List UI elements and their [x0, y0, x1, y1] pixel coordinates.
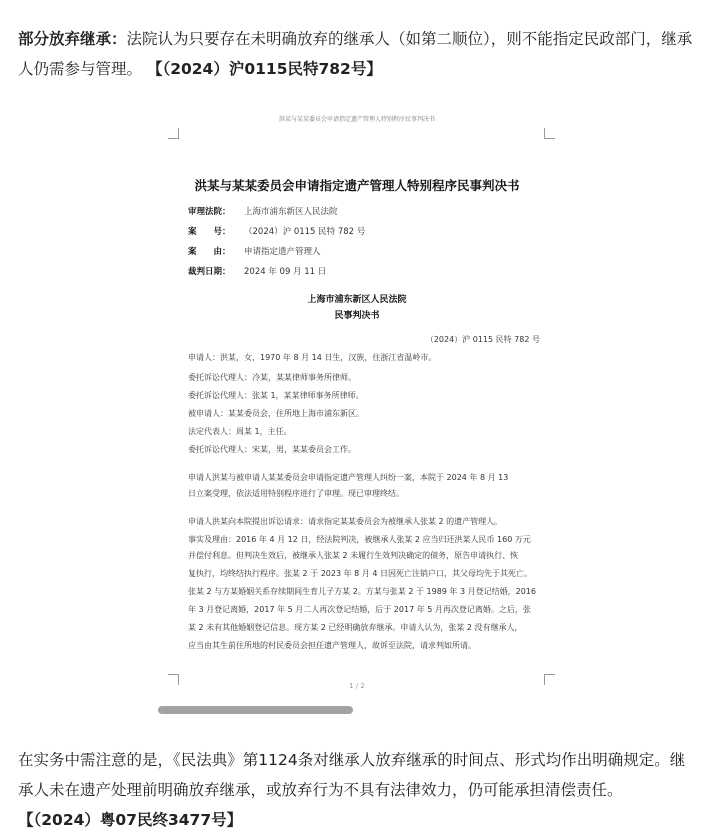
practice-note-text: 在实务中需注意的是，《民法典》第1124条对继承人放弃继承的时间点、形式均作出明确规定。继承人未在遗产处理前明确放弃继承，或放弃行为不具有法律效力，仍可能承担清偿责任。 [18, 751, 686, 799]
body-line: 申请人洪某与被申请人某某委员会申请指定遗产管理人纠纷一案，本院于 2024 年 8 月 13 [188, 473, 509, 482]
running-head: 洪某与某某委员会申请指定遗产管理人特别程序民事判决书 [278, 116, 435, 123]
document-viewer[interactable] [154, 108, 560, 716]
meta-label: 裁判日期： [188, 267, 231, 277]
body-line: 日立案受理，依法适用特别程序进行了审理。现已审理终结。 [188, 489, 404, 498]
meta-row-court [188, 206, 548, 219]
case-reference: 【（2024）粤07民终3477号】 [18, 811, 243, 829]
practice-note-paragraph [18, 745, 700, 835]
body-line: 并偿付利息。但判决生效后，被继承人张某 2 未履行生效判决确定的债务，原告申请执行、恢 [188, 551, 519, 560]
party-line: 委托诉讼代理人：宋某，男，某某委员会工作。 [188, 445, 356, 454]
party-line: 委托诉讼代理人：张某 1，某某律师事务所律师。 [188, 391, 364, 400]
body-line: 应当由其生前住所地的村民委员会担任遗产管理人，故诉至法院，请求判如所请。 [188, 641, 476, 650]
meta-row-date [188, 266, 548, 279]
body-line: 复执行，均终结执行程序。张某 2 于 2023 年 8 月 4 日因死亡注销户口，其父母均先于其死亡。 [188, 569, 532, 578]
body-line: 申请人洪某向本院提出诉讼请求：请求指定某某委员会为被继承人张某 2 的遗产管理人。 [188, 517, 503, 526]
horizontal-scrollbar[interactable] [158, 706, 353, 714]
body-line: 事实及理由：2016 年 4 月 12 日，经法院判决，被继承人张某 2 应当归还洪某人民币 160 万元 [188, 535, 531, 544]
meta-value: （2024）沪 0115 民特 782 号 [244, 227, 366, 237]
meta-value: 2024 年 09 月 11 日 [244, 267, 327, 277]
party-line: 法定代表人：周某 1，主任。 [188, 427, 292, 436]
body-line: 张某 2 与方某婚姻关系存续期间生育儿子方某 2。方某与张某 2 于 1989 年 3 月登记结婚，2016 [188, 587, 536, 596]
party-line: 被申请人：某某委员会，住所地上海市浦东新区。 [188, 409, 364, 418]
court-name: 上海市浦东新区人民法院 [307, 295, 407, 305]
body-line: 年 3 月登记离婚，2017 年 5 月二人再次登记结婚，后于 2017 年 5 月再次登记离婚。之后，张 [188, 605, 531, 614]
partial-renunciation-label: 部分放弃继承： [18, 30, 127, 48]
meta-row-case-no [188, 226, 548, 239]
document-title: 洪某与某某委员会申请指定遗产管理人特别程序民事判决书 [194, 178, 520, 193]
party-line: 委托诉讼代理人：冷某，某某律师事务所律师。 [188, 373, 356, 382]
intro-text: 法院认为只要存在未明确放弃的继承人（如第二顺位），则不能指定民政部门，继承人仍需参与管理。 [18, 30, 693, 78]
meta-label: 审理法院： [188, 207, 231, 217]
party-line: 申请人：洪某，女，1970 年 8 月 14 日生，汉族，住浙江省温岭市。 [188, 353, 437, 362]
page-indicator: 1 / 2 [349, 682, 365, 690]
body-line: 某 2 未有其他婚姻登记信息。现方某 2 已经明确放弃继承。申请人认为，张某 2 没有继承人， [188, 623, 523, 632]
crop-mark [168, 128, 179, 139]
document-page [154, 108, 560, 698]
meta-label: 案 由： [188, 247, 231, 257]
intro-paragraph [18, 24, 700, 84]
meta-value: 上海市浦东新区人民法院 [244, 207, 338, 217]
meta-label: 案 号： [188, 227, 231, 237]
meta-value: 申请指定遗产管理人 [244, 247, 321, 257]
judgment-type: 民事判决书 [334, 311, 380, 321]
case-number: （2024）沪 0115 民特 782 号 [425, 335, 540, 344]
case-reference: 【（2024）沪0115民特782号】 [146, 60, 382, 78]
crop-mark [544, 128, 555, 139]
meta-row-cause [188, 246, 548, 259]
